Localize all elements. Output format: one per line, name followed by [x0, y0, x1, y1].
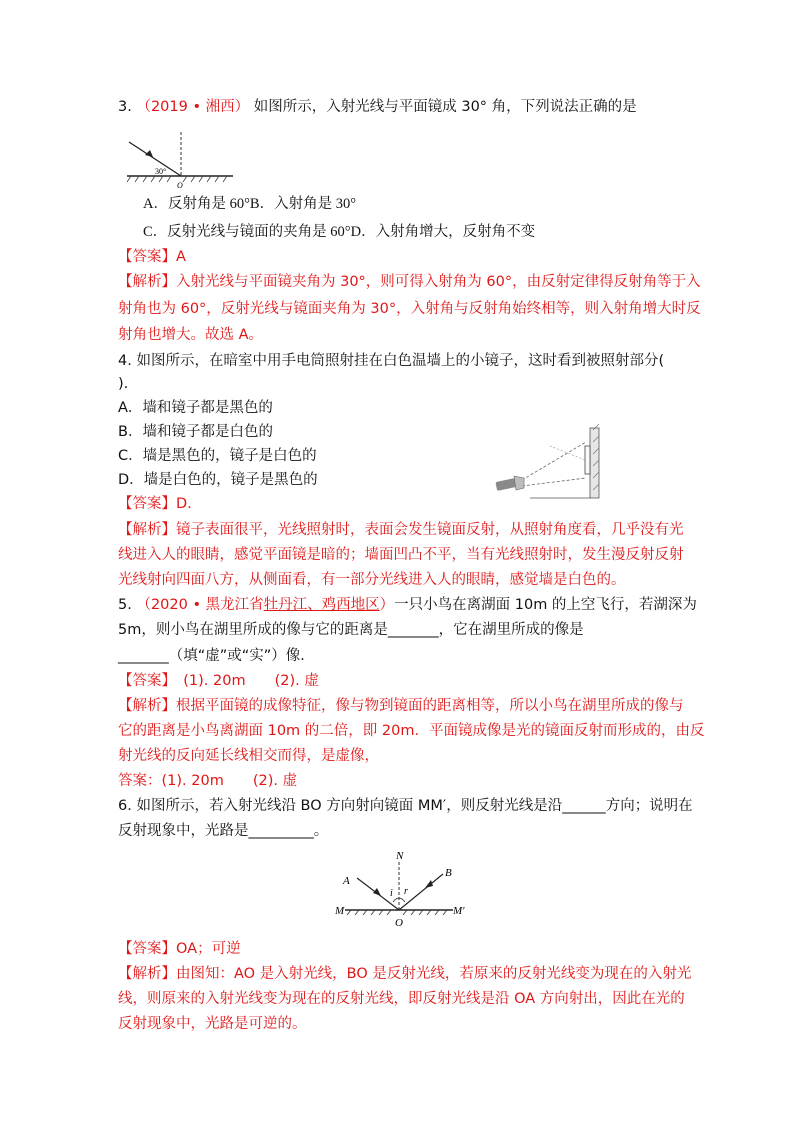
- q3-analysis-line-2: 射角也为 60°，反射光线与镜面夹角为 30°，入射角与反射角始终相等，则入射角增大时反: [118, 301, 701, 317]
- q6-analysis-line-3: 反射现象中，光路是可逆的。: [118, 1016, 307, 1032]
- q4-analysis-line-1: 【解析】镜子表面很平，光线照射时，表面会发生镜面反射，从照射角度看，几乎没有光: [118, 522, 684, 538]
- q6-answer: 【答案】OA；可逆: [118, 941, 241, 957]
- q4-analysis-line-2: 线进入人的眼睛，感觉平面镜是暗的；墙面凹凸不平，当有光线照射时，发生漫反射反射: [118, 547, 684, 563]
- q4-stem-line-1: 4. 如图所示，在暗室中用手电筒照射挂在白色温墙上的小镜子，这时看到被照射部分(: [118, 353, 665, 369]
- q6-label-m-prime: M′: [453, 905, 465, 917]
- q5-answer-repeat: 答案：(1). 20m (2). 虚: [118, 773, 298, 789]
- q3-analysis-line-3: 射角也增大。故选 A。: [118, 327, 264, 343]
- q6-analysis-line-1: 【解析】由图知：AO 是入射光线，BO 是反射光线，若原来的反射光线变为现在的入射光: [118, 966, 692, 982]
- q4-stem-line-2: ).: [118, 376, 129, 392]
- q3-answer: 【答案】A: [118, 249, 186, 265]
- q5-analysis-line-2: 它的距离是小鸟离湖面 10m 的二倍，即 20m．平面镜成像是光的镜面反射而形成的，由反: [118, 723, 705, 739]
- q4-option-c: C．墙是黑色的，镜子是白色的: [118, 448, 317, 464]
- q5-source-prefix: （2020 • 黑龙江省: [136, 597, 264, 613]
- q6-stem-line-1: 6. 如图所示，若入射光线沿 BO 方向射向镜面 MM′，则反射光线是沿______方向；说明在: [118, 798, 693, 814]
- q3-angle-label: 30°: [155, 167, 167, 176]
- q6-label-a: A: [343, 875, 350, 887]
- q4-analysis-line-3: 光线射向四面八方，从侧面看，有一部分光线进入人的眼睛，感觉墙是白色的。: [118, 572, 626, 588]
- q3-mirror-diagram: [125, 128, 235, 190]
- q3-stem: 如图所示，入射光线与平面镜成 30° 角，下列说法正确的是: [253, 99, 637, 115]
- q6-analysis-line-2: 线，则原来的入射光线变为现在的反射光线，即反射光线是沿 OA 方向射出，因此在光的: [118, 991, 685, 1007]
- q5-answer: 【答案】 (1). 20m (2). 虚: [118, 673, 319, 689]
- q6-label-r: r: [404, 886, 408, 897]
- q4-answer: 【答案】D.: [118, 496, 192, 512]
- q3-number: 3.: [118, 99, 132, 115]
- q4-flashlight-diagram: [490, 420, 605, 500]
- q3-analysis-line-1: 【解析】入射光线与平面镜夹角为 30°，则可得入射角为 60°，由反射定律得反射角等于入: [118, 274, 701, 290]
- q5-stem-line-1: [118, 595, 697, 615]
- q3-source: （2019 • 湘西）: [136, 99, 250, 115]
- q5-source-suffix: ）: [379, 597, 395, 613]
- q6-label-i: i: [390, 888, 393, 899]
- q4-option-b: B．墙和镜子都是白色的: [118, 424, 273, 440]
- q3-stem-line: [118, 97, 637, 117]
- q6-stem-line-2: 反射现象中，光路是_________。: [118, 823, 329, 839]
- q6-label-b: B: [445, 867, 452, 879]
- q6-reflection-diagram: [335, 848, 485, 930]
- q4-option-d: D．墙是白色的，镜子是黑色的: [118, 472, 318, 488]
- q5-analysis-line-3: 射光线的反向延长线相交而得，是虚像，: [118, 748, 379, 764]
- q5-stem-line-3: _______（填“虚”或“实”）像．: [118, 648, 315, 664]
- q6-label-m: M: [335, 905, 345, 917]
- q3-options-ab: A．反射角是 60°B．入射角是 30°: [143, 196, 356, 212]
- q6-label-o: O: [395, 917, 403, 929]
- q5-number: 5.: [118, 597, 132, 613]
- q4-option-a: A．墙和镜子都是黑色的: [118, 400, 273, 416]
- q5-stem-line-2: 5m，则小鸟在湖里所成的像与它的距离是_______，它在湖里所成的像是: [118, 622, 584, 638]
- q6-label-n: N: [396, 850, 404, 862]
- q3-options-cd: C．反射光线与镜面的夹角是 60°D．入射角增大，反射角不变: [143, 224, 536, 240]
- q5-stem-part-1: 一只小鸟在离湖面 10m 的上空飞行，若湖深为: [394, 597, 697, 613]
- q5-analysis-line-1: 【解析】根据平面镜的成像特征，像与物到镜面的距离相等，所以小鸟在湖里所成的像与: [118, 698, 684, 714]
- q3-point-o-label: O: [177, 181, 183, 190]
- q5-source-region: 牡丹江、鸡西地区: [263, 597, 380, 613]
